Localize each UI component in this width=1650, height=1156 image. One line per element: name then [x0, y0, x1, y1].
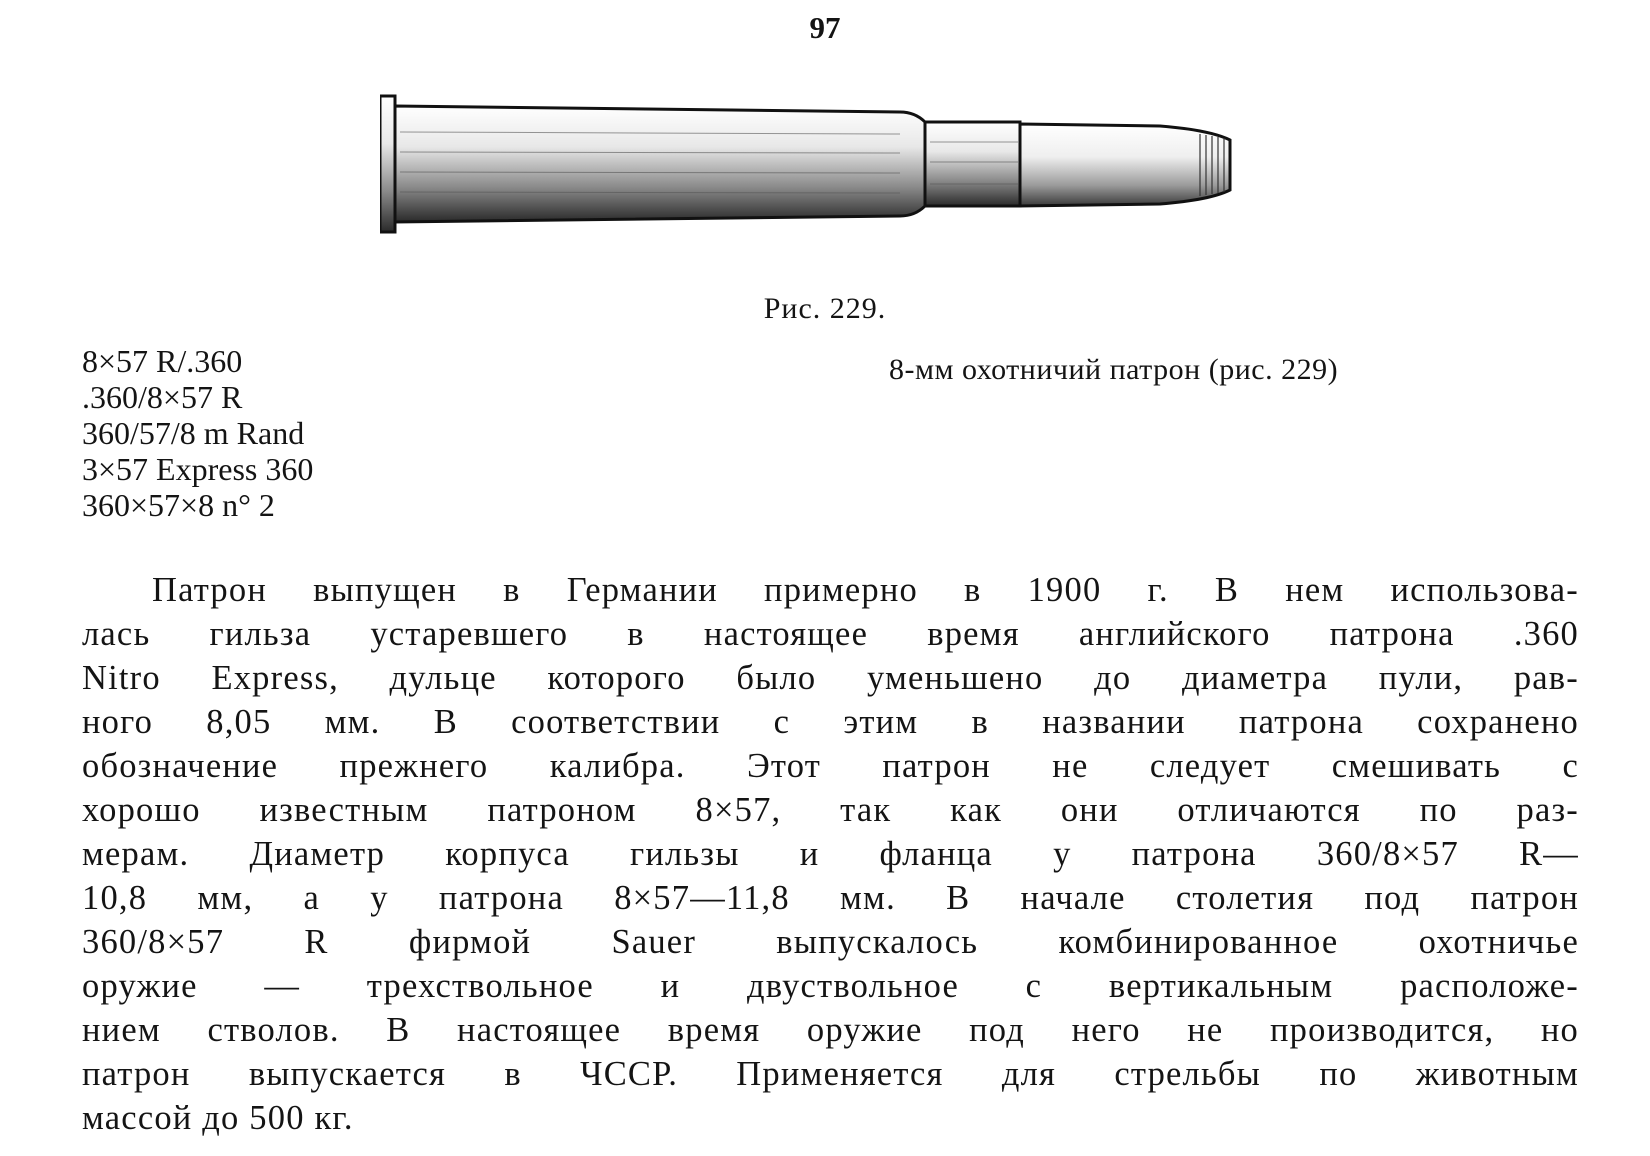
- text-line: хорошо известным патроном 8×57, так как они отличаются по раз-: [82, 791, 1579, 829]
- page-number: 97: [809, 10, 841, 45]
- cartridge-neck: [925, 122, 1020, 206]
- text-line: 360/8×57 R фирмой Sauer выпускалось комбинированное охотничье: [82, 923, 1579, 961]
- designation-item: 360×57×8 n° 2: [82, 487, 275, 523]
- text-line: нием стволов. В настоящее время оружие под него не производится, но: [82, 1011, 1579, 1049]
- cartridge-case: [395, 106, 940, 222]
- text-line: патрон выпускается в ЧССР. Применяется для стрельбы по животным: [82, 1055, 1579, 1093]
- body-paragraph: [82, 568, 1579, 1140]
- text-line: 10,8 мм, а у патрона 8×57—11,8 мм. В начале столетия под патрон: [82, 879, 1579, 917]
- rifle-cartridge-drawing-icon: [380, 92, 1300, 252]
- figure-caption: Рис. 229.: [763, 292, 887, 325]
- cartridge-designations: [82, 343, 313, 523]
- text-line: оружие — трехствольное и двуствольное с вертикальным расположе-: [82, 967, 1579, 1005]
- text-line: лась гильза устаревшего в настоящее время английского патрона .360: [82, 615, 1579, 653]
- cartridge-rim: [380, 96, 395, 232]
- text-line: Патрон выпущен в Германии примерно в 1900 г. В нем использова-: [152, 571, 1579, 609]
- designation-item: .360/8×57 R: [82, 379, 243, 415]
- cartridge-title: 8-мм охотничий патрон (рис. 229): [889, 353, 1339, 386]
- cartridge-figure: [380, 92, 1300, 252]
- cartridge-bullet: [1020, 124, 1230, 206]
- designation-item: 3×57 Express 360: [82, 451, 314, 487]
- designation-item: 360/57/8 m Rand: [82, 415, 305, 451]
- text-line: Nitro Express, дульце которого было уменьшено до диаметра пули, рав-: [82, 659, 1579, 697]
- text-line: мерам. Диаметр корпуса гильзы и фланца у патрона 360/8×57 R—: [82, 835, 1579, 873]
- text-line: массой до 500 кг.: [82, 1099, 354, 1137]
- designation-item: 8×57 R/.360: [82, 343, 243, 379]
- text-line: ного 8,05 мм. В соответствии с этим в названии патрона сохранено: [82, 703, 1579, 741]
- text-line: обозначение прежнего калибра. Этот патрон не следует смешивать с: [82, 747, 1579, 785]
